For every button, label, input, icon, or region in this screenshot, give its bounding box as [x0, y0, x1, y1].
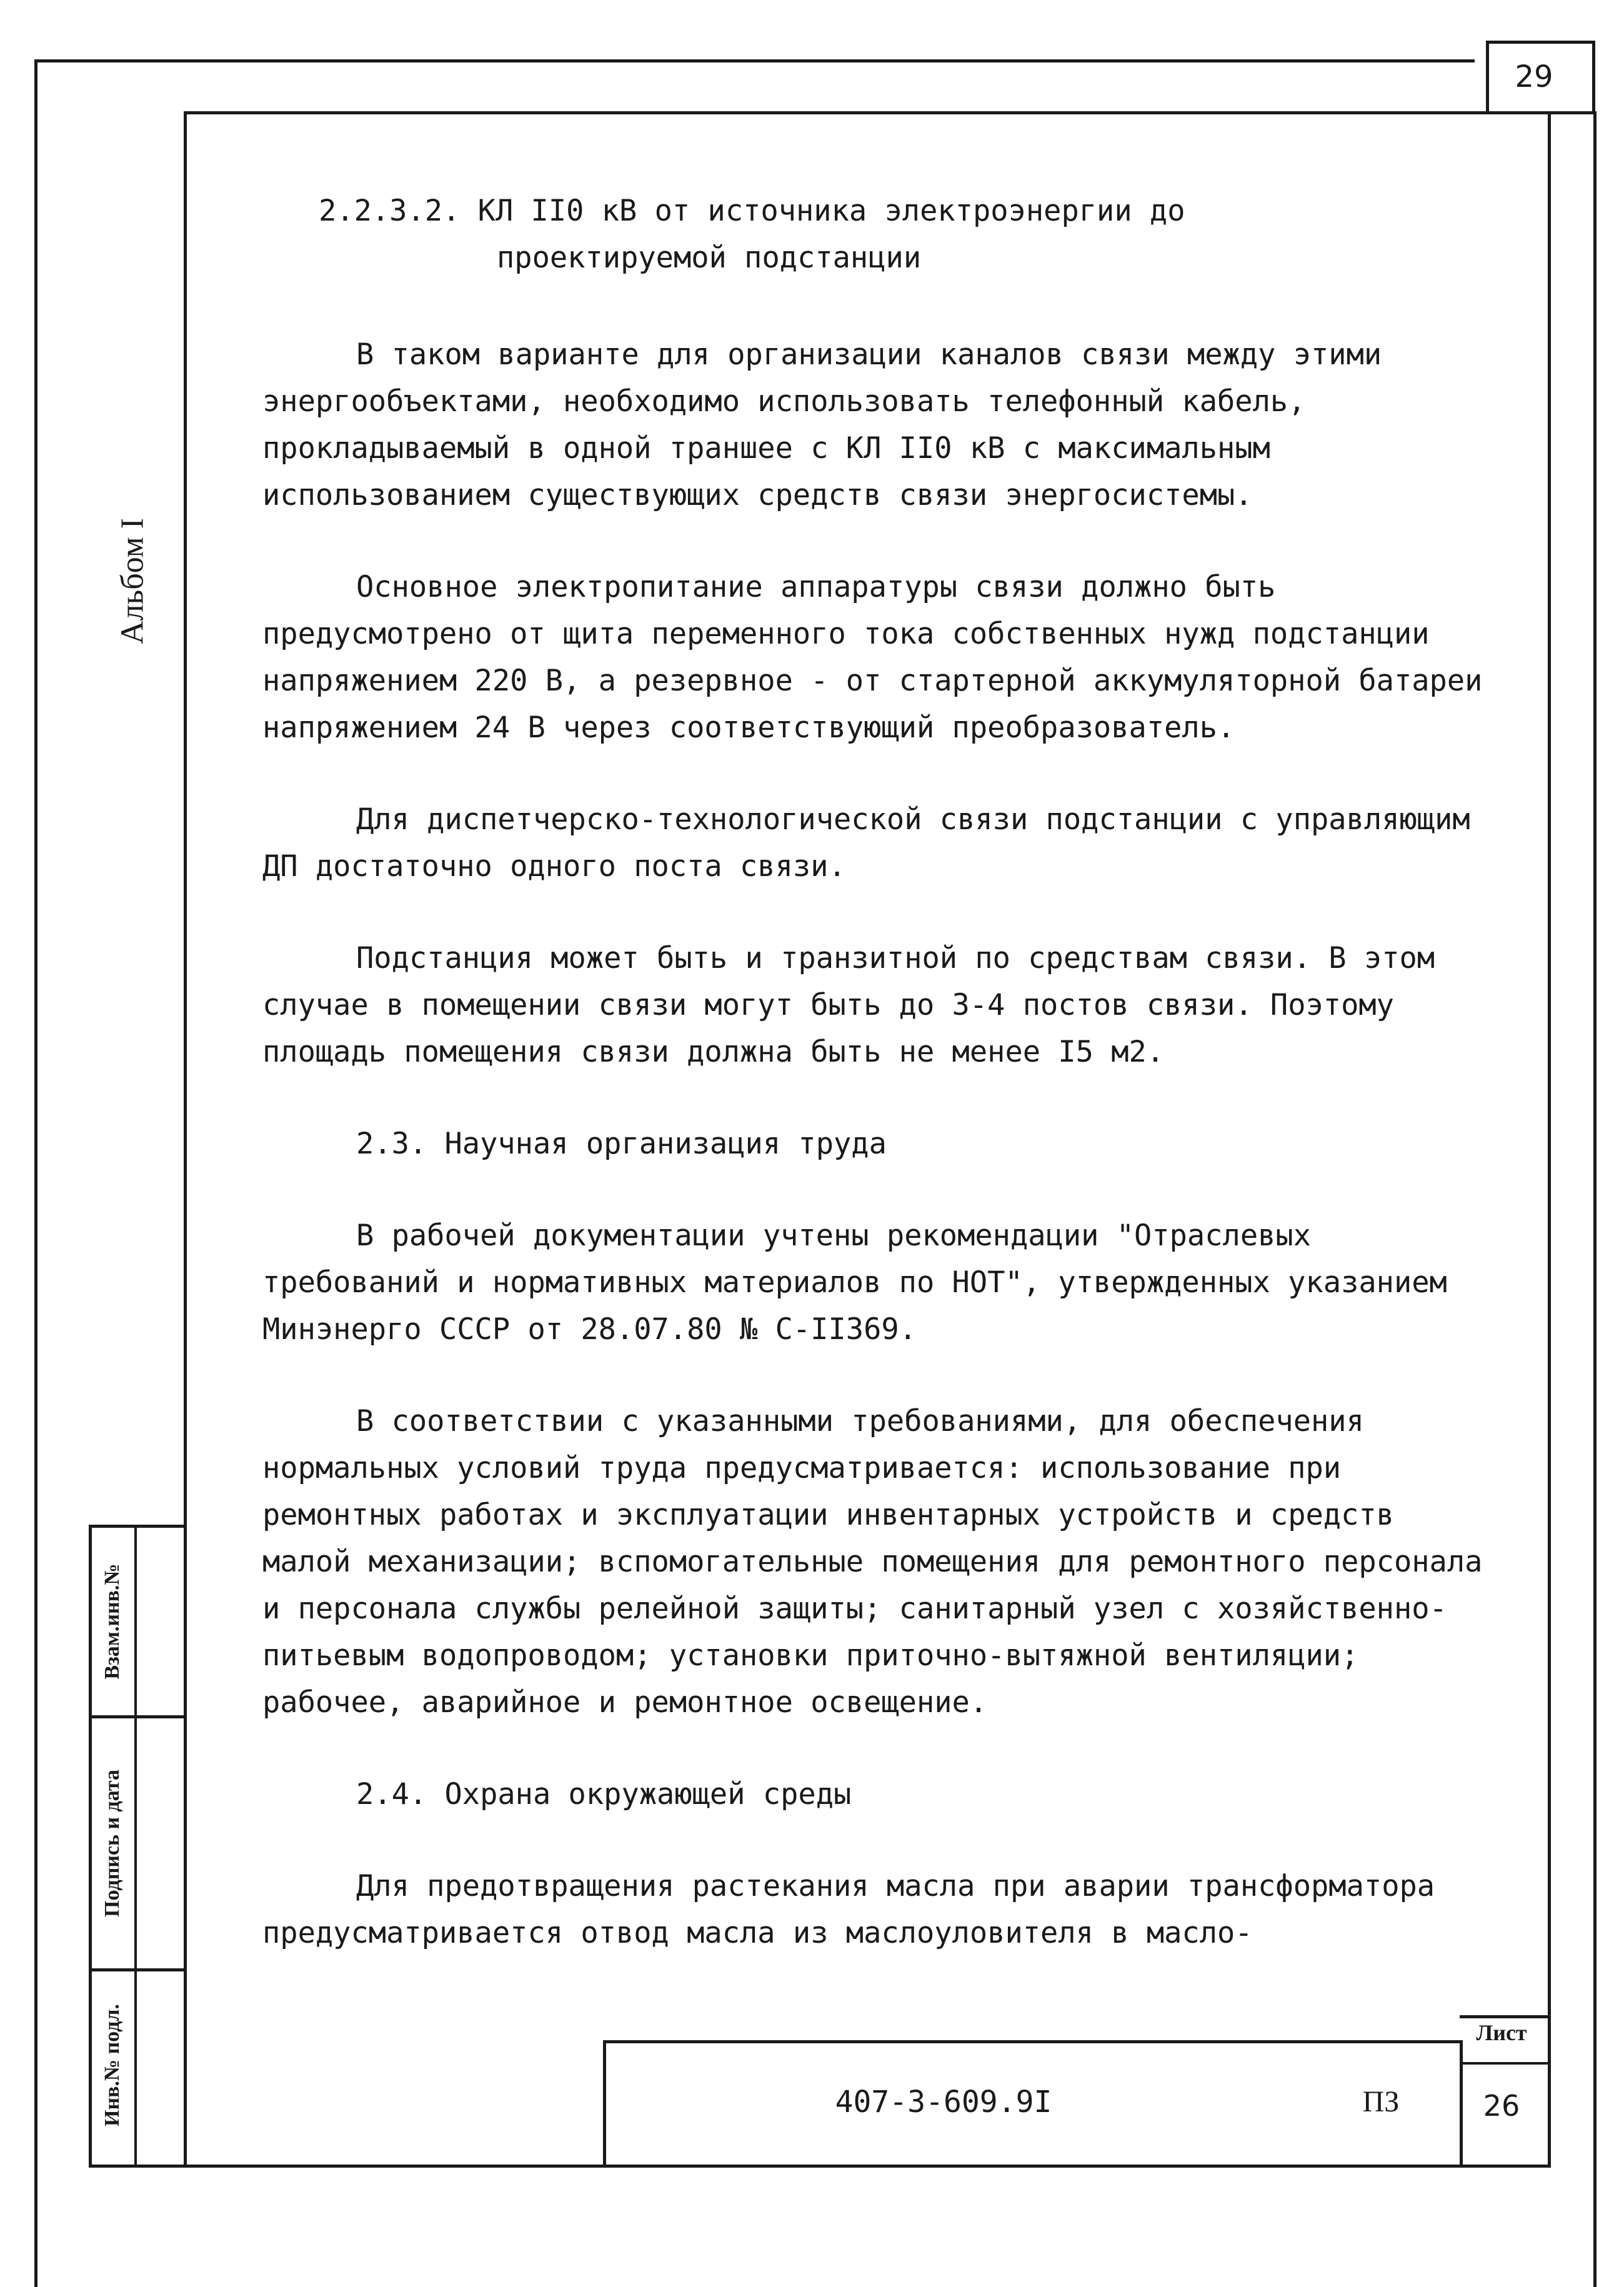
heading-2-4: 2.4. Охрана окружающей среды: [356, 1777, 852, 1811]
section-heading: [319, 187, 1493, 281]
stamp-row-divider-2: [89, 1968, 187, 1971]
paragraph-work-conditions: В соответствии с указанными требованиями, для обеспечения нормальных условий труда предусматривается: использование при ремонтных работах и эксплуатации инвентарных устройств и средств малой механизации; вспомогательные помещения для ремонтного персонала и персонала службы релейной защиты; санитарный узел с хозяйственно-питьевым водопроводом; установки приточно-вытяжной вентиляции; рабочее, аварийное и ремонтное освещение.: [262, 1404, 1483, 1720]
stamp-label-signature: Подпись и дата: [101, 1770, 124, 1917]
stamp-top-border: [89, 1525, 187, 1528]
paragraph-transit: Подстанция может быть и транзитной по средствам связи. В этом случае в помещении связи могут быть до 3-4 постов связи. Поэтому площадь помещения связи должна быть не менее I5 м2.: [262, 941, 1435, 1069]
heading-2-3: 2.3. Научная организация труда: [356, 1127, 887, 1161]
stamp-label-inventory: Инв.№ подл.: [101, 2004, 124, 2126]
section-heading-line1: 2.2.3.2. КЛ II0 кВ от источника электроэнергии до: [319, 194, 1185, 228]
outer-frame-right: [1593, 111, 1597, 2287]
paragraph-power-supply: Основное электропитание аппаратуры связи должно быть предусмотрено от щита переменного тока собственных нужд подстанции напряжением 220 В, а резервное - от стартерной аккумуляторной батареи напряжением 24 В через соответствующий преобразователь.: [262, 570, 1483, 745]
inner-frame-bottom: [89, 2165, 1551, 2168]
album-label: Альбом I: [114, 518, 151, 644]
stamp-left-border: [89, 1525, 92, 2167]
page-box-top: [1487, 41, 1595, 44]
title-block-top: [603, 2040, 1463, 2043]
inner-frame-left: [184, 111, 187, 2167]
page-number: 29: [1515, 59, 1553, 94]
document-body: [262, 187, 1493, 1956]
paragraph-not-recommendations: В рабочей документации учтены рекомендации "Отраслевых требований и нормативных материалов по НОТ", утвержденных указанием Минэнерго СССР от 28.07.80 № С-II369.: [262, 1218, 1447, 1347]
document-code: 407-3-609.9I: [835, 2085, 1052, 2120]
section-heading-line2: проектируемой подстанции: [497, 241, 922, 275]
outer-frame-left: [34, 59, 37, 2287]
sheet-label: Лист: [1476, 2020, 1527, 2045]
inner-frame-right: [1548, 111, 1551, 2167]
sheet-number: 26: [1483, 2089, 1520, 2123]
document-type: ПЗ: [1362, 2085, 1400, 2118]
outer-frame-top: [34, 59, 1475, 62]
stamp-label-replacement: Взам.инв.№: [101, 1563, 124, 1680]
title-block-left: [603, 2040, 606, 2165]
paragraph-dispatch: Для диспетчерско-технологической связи подстанции с управляющим ДП достаточно одного поста связи.: [262, 802, 1470, 884]
stamp-row-divider-1: [89, 1715, 187, 1718]
paragraph-oil-spill: Для предотвращения растекания масла при аварии трансформатора предусматривается отвод масла из маслоуловителя в масло-: [262, 1869, 1435, 1950]
page-box-bottom: [185, 111, 1595, 114]
sheet-cell-divider: [1460, 2062, 1550, 2065]
stamp-inner-divider: [134, 1525, 137, 2167]
sheet-cell-top: [1460, 2015, 1550, 2018]
paragraph-cable: В таком варианте для организации каналов связи между этими энергообъектами, необходимо использовать телефонный кабель, прокладываемый в одной траншее с КЛ II0 кВ с максимальным использованием существующих средств связи энергосистемы.: [262, 337, 1382, 512]
